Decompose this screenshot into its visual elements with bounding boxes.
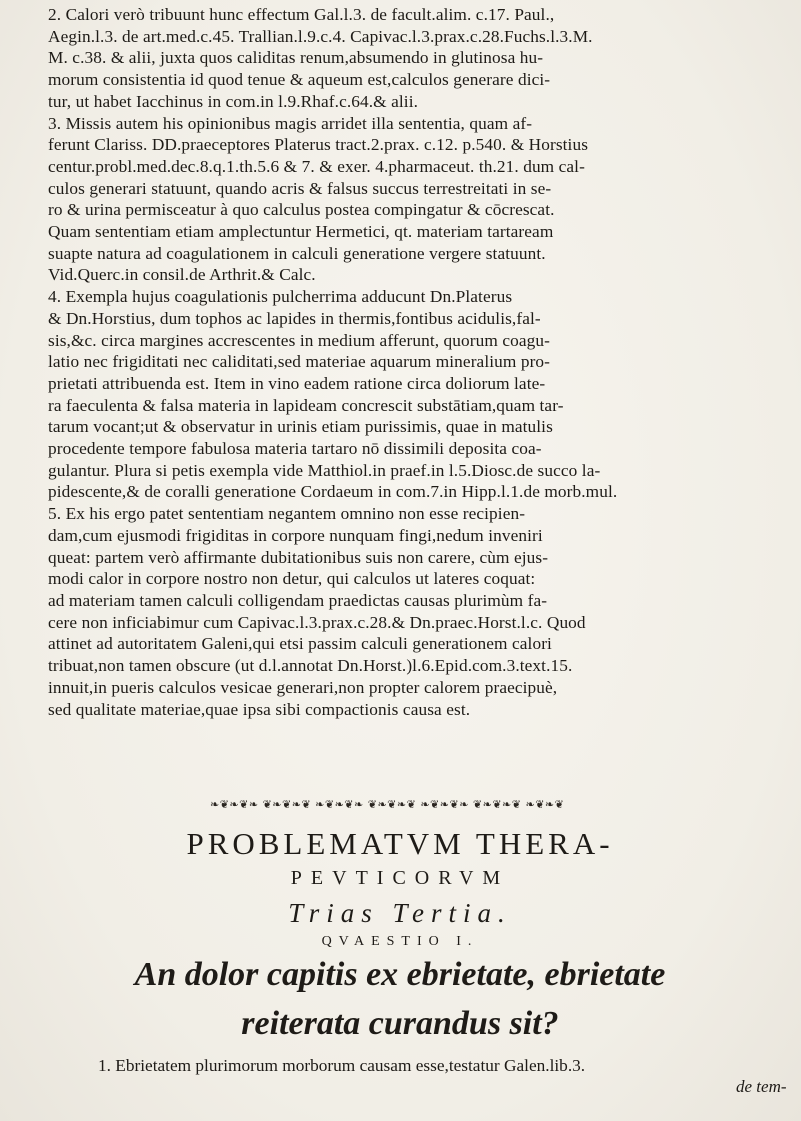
text-line: Aegin.l.3. de art.med.c.45. Trallian.l.9.c.4. Capivac.l.3.prax.c.28.Fuchs.l.3.M. — [48, 26, 593, 46]
text-line: 2. Calori verò tribuunt hunc effectum Gal.l.3. de facult.alim. c.17. Paul., — [48, 5, 555, 24]
text-line: tribuat,non tamen obscure (ut d.l.annotat Dn.Horst.)l.6.Epid.com.3.text.15. — [48, 656, 573, 676]
text-line: 5. Ex his ergo patet sententiam negantem omnino non esse recipien- — [48, 504, 526, 524]
section-heading: PROBLEMATVM THERA- — [186, 826, 614, 861]
text-line: pidescente,& de coralli generatione Cordaeum in com.7.in Hipp.l.1.de morb.mul. — [48, 482, 618, 502]
question-line: reiterata curandus sit? — [241, 1005, 559, 1042]
body-text — [48, 4, 778, 720]
question-line: An dolor capitis ex ebrietate, ebrietate — [134, 956, 666, 993]
catchword: de tem- — [736, 1077, 787, 1096]
text-line: & Dn.Horstius, dum tophos ac lapides in thermis,fontibus acidulis,fal- — [48, 308, 541, 328]
text-line: centur.probl.med.dec.8.q.1.th.5.6 & 7. & exer. 4.pharmaceut. th.21. dum cal- — [48, 156, 585, 176]
text-line: ra faeculenta & falsa materia in lapideam concrescit substātiam,quam tar- — [48, 395, 564, 415]
text-line: queat: partem verò affirmante dubitationibus suis non carere, cùm ejus- — [48, 547, 549, 567]
text-line: 4. Exempla hujus coagulationis pulcherrima adducunt Dn.Platerus — [48, 287, 513, 307]
text-line: Vid.Querc.in consil.de Arthrit.& Calc. — [48, 265, 316, 285]
text-line: sis,&c. circa margines accrescentes in medium afferunt, quorum coagu- — [48, 330, 550, 350]
text-line: suapte natura ad coagulationem in calculi generatione vergere statuunt. — [48, 243, 546, 263]
text-line: latio nec frigiditati nec caliditati,sed materiae aquarum mineralium pro- — [48, 352, 551, 372]
trias-heading: Trias Tertia. — [288, 898, 512, 928]
text-line: gulantur. Plura si petis exempla vide Matthiol.in praef.in l.5.Diosc.de succo la- — [48, 460, 601, 480]
text-line: sed qualitate materiae,quae ipsa sibi compactionis causa est. — [48, 699, 471, 719]
text-line: Quam sententiam etiam amplectuntur Hermetici, qt. materiam tartaream — [48, 222, 554, 242]
text-line: modi calor in corpore nostro non detur, qui calculos ut lateres coquat: — [48, 569, 536, 589]
text-line: dam,cum ejusmodi frigiditas in corpore nunquam fingi,nedum inveniri — [48, 525, 543, 545]
text-line: ro & urina permisceatur à quo calculus postea compingatur & cōcrescat. — [48, 200, 555, 220]
text-line: M. c.38. & alii, juxta quos caliditas renum,absumendo in glutinosa hu- — [48, 48, 544, 68]
text-line: tur, ut habet Iacchinus in com.in l.9.Rhaf.c.64.& alii. — [48, 91, 419, 111]
text-line: cere non inficiabimur cum Capivac.l.3.prax.c.28.& Dn.praec.Horst.l.c. Quod — [48, 612, 586, 632]
text-line: procedente tempore fabulosa materia tartaro nō dissimili deposita coa- — [48, 439, 542, 459]
text-line: ad materiam tamen calculi colligendam praedictas causas plurimùm fa- — [48, 590, 548, 610]
text-line: tarum vocant;ut & observatur in urinis etiam purissimis, quae in matulis — [48, 417, 553, 437]
quaestio-heading: QVAESTIO I. — [321, 934, 479, 949]
text-line: attinet ad autoritatem Galeni,qui etsi passim calculi generationem calori — [48, 634, 552, 654]
section-subheading: PEVTICORVM — [290, 867, 510, 889]
text-line: culos generari statuunt, quando acris & falsus succus terrestreitati in se- — [48, 178, 552, 198]
text-line: ferunt Clariss. DD.praeceptores Platerus tract.2.prax. c.12. p.540. & Horstius — [48, 135, 589, 155]
ornament-band: ❧❦❧❦❧ ❦❧❦❧❦ ❧❦❧❦❧ ❦❧❦❧❦ ❧❦❧❦❧ ❦❧❦❧❦ ❧❦❧❦ — [210, 798, 565, 811]
text-line: innuit,in pueris calculos vesicae generari,non propter calorem praecipuè, — [48, 677, 558, 697]
text-line: morum consistentia id quod tenue & aqueum est,calculos generare dici- — [48, 70, 551, 90]
text-line: 3. Missis autem his opinionibus magis arridet illa sententia, quam af- — [48, 113, 533, 133]
text-line: 1. Ebrietatem plurimorum morborum causam esse,testatur Galen.lib.3. — [98, 1056, 586, 1075]
text-line: prietati attribuenda est. Item in vino eadem ratione circa doliorum late- — [48, 373, 546, 393]
